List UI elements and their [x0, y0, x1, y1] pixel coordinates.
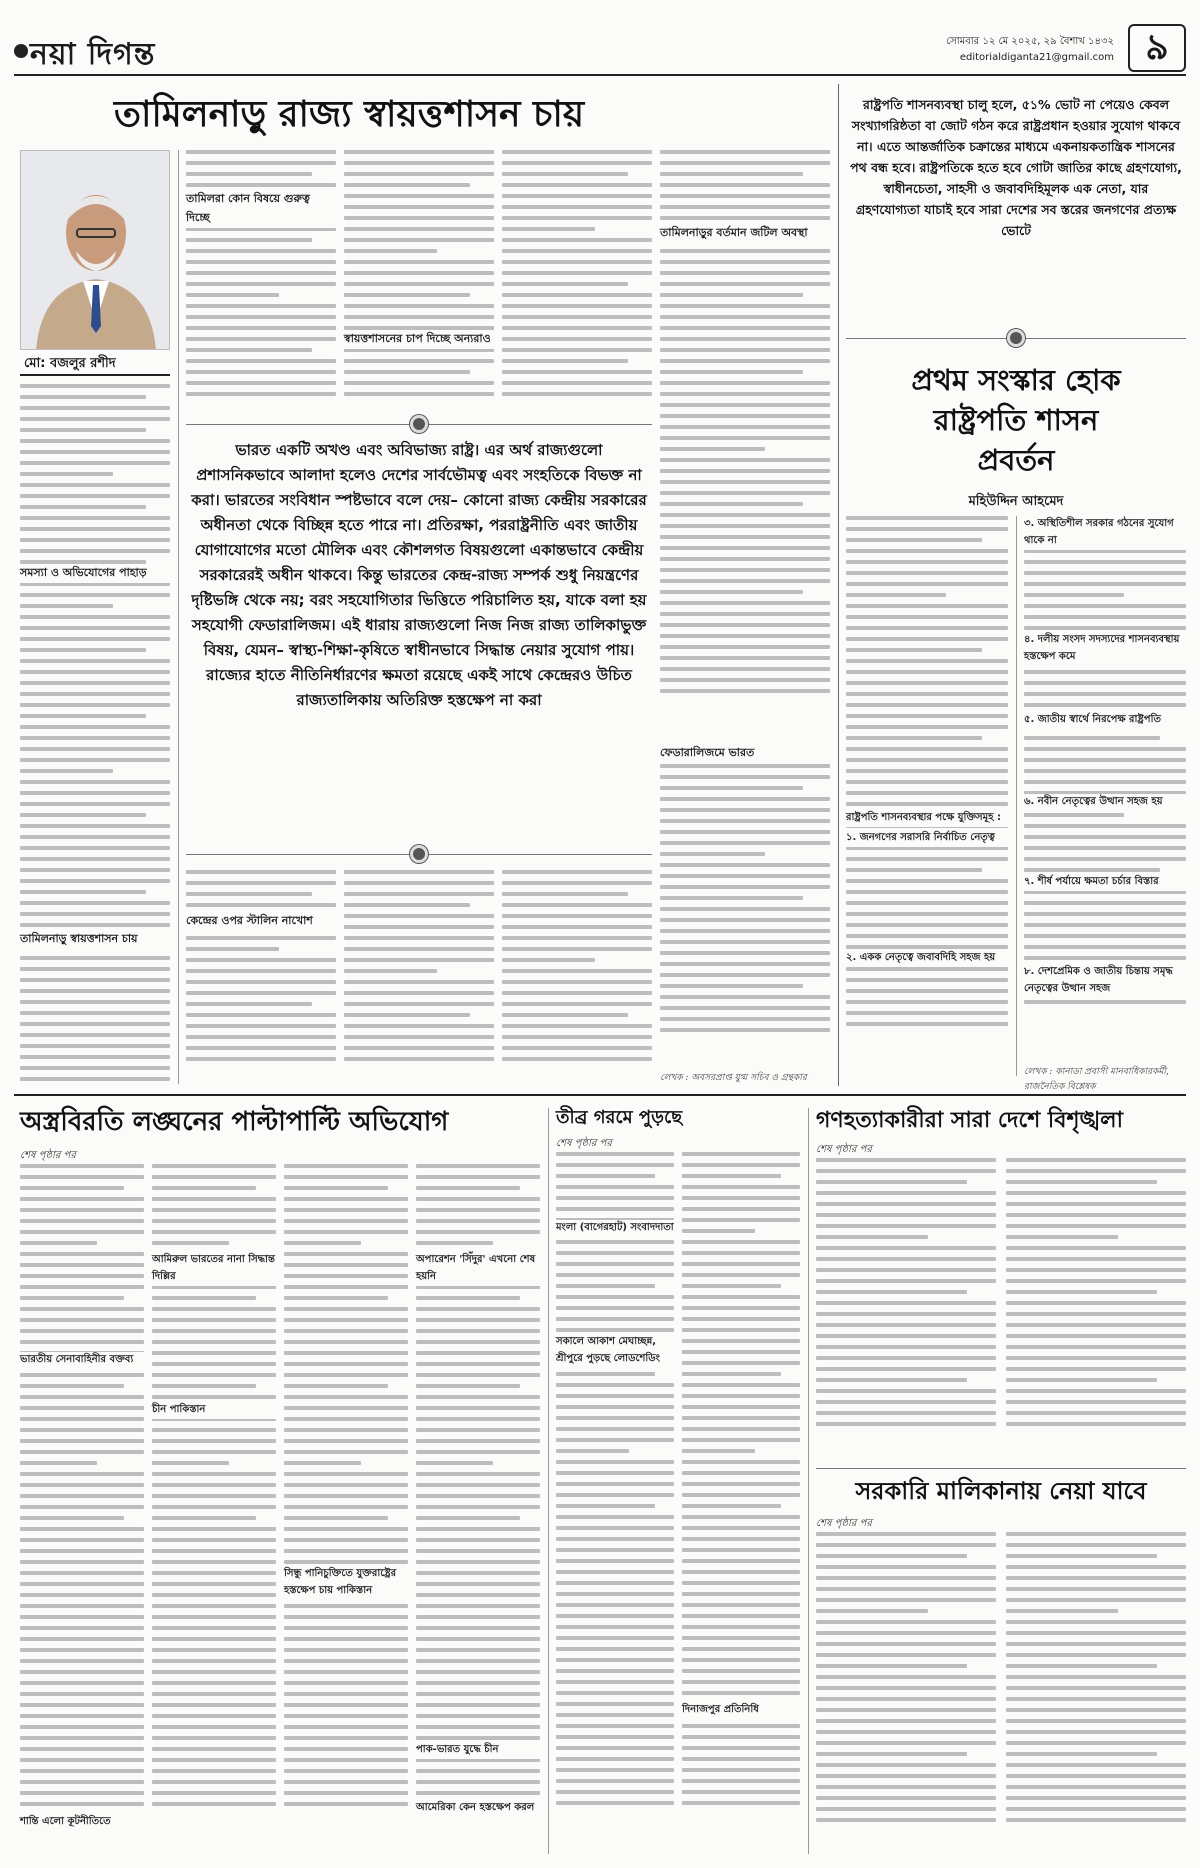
story1-kicker: শেষ পৃষ্ঠার পর — [20, 1150, 76, 1161]
page-number: ৯ — [1128, 24, 1186, 72]
story3-col1-text — [816, 1158, 996, 1458]
story4-headline: সরকারি মালিকানায় নেয়া যাবে — [855, 1477, 1147, 1505]
story1-subhead-4: চীন পাকিস্তান — [152, 1402, 276, 1419]
dateline — [946, 34, 1114, 66]
pullquote-dot-bottom — [410, 845, 428, 863]
section-separator — [14, 1094, 1186, 1096]
article2-byline: মহিউদ্দিন আহমেদ — [968, 494, 1064, 509]
story2-col1-text — [556, 1152, 674, 1854]
author-photo-icon — [21, 151, 170, 350]
story1-col1-text — [20, 1164, 144, 1854]
article1-col3-text — [344, 150, 494, 420]
newspaper-logo — [14, 30, 155, 81]
story4-col1-text — [816, 1532, 996, 1854]
headline-line-2: রাষ্ট্রপতি শাসন — [933, 403, 1099, 437]
story1-subhead-5: সিন্ধু পানিচুক্তিতে যুক্তরাষ্ট্রের হস্তক্ষেপ চায় পাকিস্তান — [284, 1566, 408, 1600]
story1-col3-text — [284, 1164, 408, 1854]
story1-headline: অস্ত্রবিরতি লঙ্ঘনের পাল্টাপাল্টি অভিযোগ — [20, 1107, 449, 1137]
section-divider — [838, 84, 839, 1086]
subhead-point-8: ৮. দেশপ্রেমিক ও জাতীয় চিন্তায় সমৃদ্ধ নেতৃত্বের উত্থান সহজ — [1024, 964, 1186, 998]
subhead-situation: তামিলনাড়ুর বর্তমান জটিল অবস্থা — [660, 224, 830, 243]
sun-icon — [14, 44, 28, 58]
article2-col-divider — [1016, 516, 1017, 1076]
subhead-point-5: ৫. জাতীয় স্বার্থে নিরপেক্ষ রাষ্ট্রপতি — [1024, 712, 1186, 729]
issue-date: সোমবার ১২ মে ২০২৫, ২৯ বৈশাখ ১৪৩২ — [946, 36, 1114, 47]
bottom-divider-1 — [548, 1108, 549, 1854]
story2-subhead-2: সকালে আকাশ মেঘাচ্ছন্ন, শ্রীপুরে পুড়ছে লোডশেডিং — [556, 1334, 674, 1368]
subhead-priorities: তামিলরা কোন বিষয়ে গুরুত্ব দিচ্ছে — [186, 190, 336, 228]
story2-col2-text — [682, 1152, 800, 1854]
article-presidential — [846, 84, 1186, 1092]
article1-col4b-text — [502, 870, 652, 1084]
article1-credit: লেখক : অবসরপ্রাপ্ত যুগ্ম সচিব ও গ্রন্থকার — [660, 1073, 807, 1083]
article2-headline — [846, 360, 1186, 480]
logo-text: নয়া দিগন্ত — [30, 37, 156, 72]
story3-kicker: শেষ পৃষ্ঠার পর — [816, 1144, 872, 1155]
article1-col1-text — [20, 384, 170, 1084]
article2-col1-text — [846, 516, 1008, 1076]
article1-byline: মো: বজলুর রশীদ — [24, 356, 116, 371]
article1-headline: তামিলনাড়ু রাজ্য স্বায়ত্তশাসন চায় — [114, 94, 585, 135]
quote-dot — [1007, 329, 1025, 347]
subhead-autonomy: তামিলনাড়ু স্বায়ত্তশাসন চায় — [20, 930, 170, 949]
story2-kicker: শেষ পৃষ্ঠার পর — [556, 1138, 612, 1149]
article1-col2b-text — [186, 870, 336, 1084]
article1-col3b-text — [344, 870, 494, 1084]
subhead-arguments: রাষ্ট্রপতি শাসনব্যবস্থার পক্ষে যুক্তিসমূহ : — [846, 810, 1008, 827]
story1-subhead-6: অপারেশন 'সিঁদুর' এখনো শেষ হয়নি — [416, 1252, 540, 1286]
subhead-point-3: ৩. অস্থিতিশীল সরকার গঠনের সুযোগ থাকে না — [1024, 516, 1186, 550]
subhead-point-7: ৭. শীর্ষ পর্যায়ে ক্ষমতা চর্চার বিস্তার — [1024, 874, 1186, 891]
subhead-point-1: ১. জনগণের সরাসরি নির্বাচিত নেতৃত্ব — [846, 830, 1008, 847]
article2-quote: রাষ্ট্রপতি শাসনব্যবস্থা চালু হলে, ৫১% ভোট না পেয়েও কেবল সংখ্যাগরিষ্ঠতা বা জোট গঠন করে রাষ্ট্রপ্রধান হওয়ার সুযোগ থাকবে না। এতে আন্তর্জাতিক চক্রান্তের মাধ্যমে একনায়কতান্ত্রিক শাসনের পথ বন্ধ হবে। রাষ্ট্রপতিকে হতে হবে গোটা জাতির কাছে গ্রহণযোগ্য, স্বাধীনচেতা, সাহসী ও জবাবদিহিমূলক এক নেতা, যার গ্রহণযোগ্যতা যাচাই হবে সারা দেশের সব স্তরের জনগণের প্রত্যক্ষ ভোটে — [850, 97, 1182, 238]
story4-kicker: শেষ পৃষ্ঠার পর — [816, 1518, 872, 1529]
article1-col4-text — [502, 150, 652, 420]
story1-subhead-2: শান্তি এলো কূটনীতিতে — [20, 1814, 144, 1831]
subhead-point-6: ৬. নবীন নেতৃত্বের উত্থান সহজ হয় — [1024, 794, 1186, 811]
story4-col2-text — [1006, 1532, 1186, 1854]
author-portrait — [20, 150, 170, 350]
bottom-section — [14, 1102, 1186, 1862]
bottom-divider-2 — [808, 1108, 809, 1854]
story3-headline: গণহত্যাকারীরা সারা দেশে বিশৃঙ্খলা — [816, 1108, 1123, 1133]
article1-pullquote: ভারত একটি অখণ্ড এবং অবিভাজ্য রাষ্ট্র। এর অর্থ রাজ্যগুলো প্রশাসনিকভাবে আলাদা হলেও দেশের সার্বভৌমত্ব এবং সংহতিকে বিভক্ত না করা। ভারতের সংবিধান স্পষ্টভাবে বলে দেয়– কোনো রাজ্য কেন্দ্রীয় সরকারের অধীনতা থেকে বিচ্ছিন্ন হতে পারে না। প্রতিরক্ষা, পররাষ্ট্রনীতি এবং জাতীয় যোগাযোগের মতো মৌলিক এবং কৌশলগত বিষয়গুলো একান্তভাবে কেন্দ্রীয় সরকারেরই অধীন থাকবে। কিন্তু ভারতের কেন্দ্র-রাজ্য সম্পর্ক শুধু নিয়ন্ত্রণের দৃষ্টিভঙ্গি থেকে নয়; বরং সহযোগিতার ভিত্তিতে পরিচালিত হয়, যাকে বলা হয় সহযোগী ফেডারালিজম। এই ধারায় রাজ্যগুলো নিজ নিজ রাজ্য তালিকাভুক্ত বিষয়, যেমন– স্বাস্থ্য-শিক্ষা-কৃষিতে স্বাধীনভাবে সিদ্ধান্ত নেয়ার সুযোগ পায়। রাজ্যের হাতে নীতিনির্ধারণের ক্ষমতা রয়েছে একই সাথে কেন্দ্রেরও উচিত রাজ্যতালিকায় অতিরিক্ত হস্তক্ষেপ না করা — [191, 441, 647, 709]
story1-subhead-1: ভারতীয় সেনাবাহিনীর বক্তব্য — [20, 1352, 144, 1369]
subhead-others: স্বায়ত্তশাসনের চাপ দিচ্ছে অন্যরাও — [344, 330, 494, 349]
story2-headline: তীব্র গরমে পুড়ছে — [556, 1107, 683, 1128]
column-divider — [178, 150, 179, 1084]
story1-subhead-8: আমেরিকা কেন হস্তক্ষেপ করল — [416, 1800, 540, 1817]
editorial-email[interactable]: editorialdiganta21@gmail.com — [959, 52, 1114, 63]
article-tamilnadu — [14, 84, 830, 1086]
headline-line-3: প্রবর্তন — [977, 443, 1055, 477]
story1-subhead-3: আমিরুল ভারতের নানা সিদ্ধান্ত দিল্লির — [152, 1252, 276, 1286]
story3-col2-text — [1006, 1158, 1186, 1458]
story2-subhead-1: মংলা (বাগেরহাট) সংবাদদাতা — [556, 1220, 674, 1237]
article2-credit: লেখক : কানাডা প্রবাসী মানবাধিকারকর্মী, রাজনৈতিক বিশ্লেষক — [1024, 1067, 1169, 1092]
subhead-federalism: ফেডারালিজমে ভারত — [660, 744, 830, 763]
subhead-point-2: ২. একক নেতৃত্বে জবাবদিহি সহজ হয় — [846, 950, 1008, 967]
story2-subhead-3: দিনাজপুর প্রতিনিধি — [682, 1702, 800, 1719]
subhead-problems: সমস্যা ও অভিযোগের পাহাড় — [20, 564, 170, 583]
pullquote-dot-top — [410, 415, 428, 433]
byline-rule — [20, 374, 170, 376]
story3-rule — [816, 1468, 1186, 1469]
article1-col5b-text — [660, 764, 830, 1064]
subhead-stalin: কেন্দ্রের ওপর স্টালিন নাখোশ — [186, 912, 336, 931]
subhead-point-4: ৪. দলীয় সংসদ সদস্যদের শাসনব্যবস্থায় হস্তক্ষেপ কমে — [1024, 632, 1186, 666]
story1-subhead-7: পাক-ভারত যুদ্ধে চীন — [416, 1742, 540, 1759]
masthead — [14, 18, 1186, 76]
headline-line-1: প্রথম সংস্কার হোক — [911, 363, 1121, 397]
